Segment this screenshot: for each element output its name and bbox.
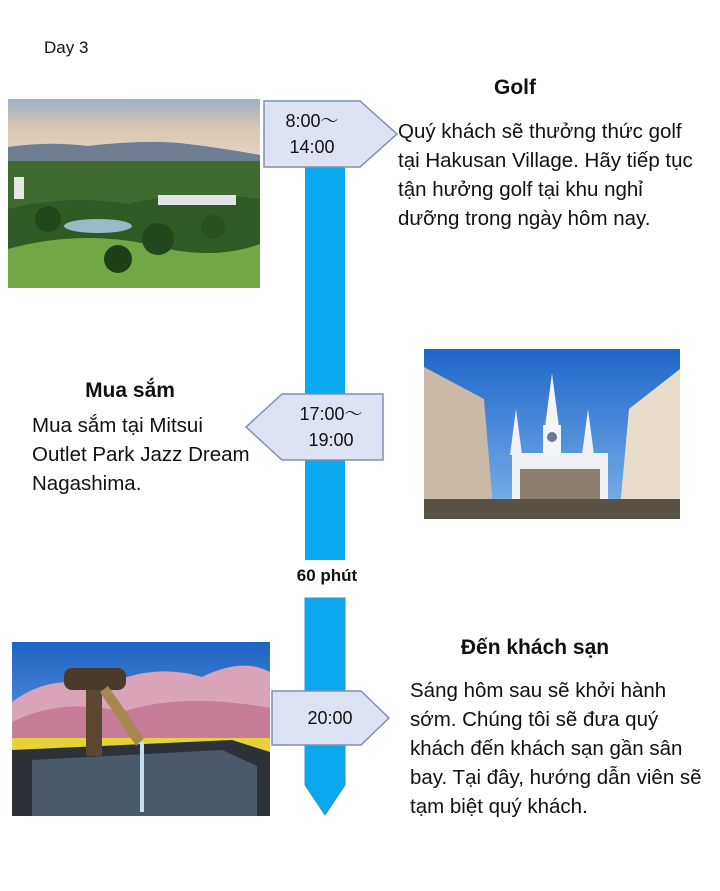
shopping-time-tag — [244, 393, 384, 461]
golf-time-start: 8:00～ — [285, 111, 339, 131]
hotel-time: 20:00 — [307, 708, 353, 728]
shopping-description: Mua sắm tại Mitsui Outlet Park Jazz Dream Nagashima. — [32, 414, 250, 495]
outlet-mall-photo — [424, 349, 680, 519]
shopping-time-start: 17:00～ — [299, 404, 363, 424]
hot-spring-photo — [12, 642, 270, 816]
hotel-title: Đến khách sạn — [460, 636, 610, 659]
golf-course-photo — [8, 99, 260, 288]
hotel-description: Sáng hôm sau sẽ khởi hành sớm. Chúng tôi sẽ đưa quý khách đến khách sạn gần sân bay. Tại đây, hướng dẫn viên sẽ tạm biệt quý khách. — [410, 679, 702, 818]
hotel-time-tag — [271, 690, 391, 746]
golf-description: Quý khách sẽ thưởng thức golf tại Hakusan Village. Hãy tiếp tục tận hưởng golf tại khu nghỉ dưỡng trong ngày hôm nay. — [398, 120, 693, 230]
shopping-title: Mua sắm — [85, 379, 175, 402]
golf-time-end: 14:00 — [289, 137, 335, 157]
golf-title: Golf — [494, 76, 536, 99]
day-label: Day 3 — [44, 38, 89, 57]
shopping-time-end: 19:00 — [308, 430, 354, 450]
travel-time-label: 60 phút — [296, 566, 358, 585]
golf-time-tag — [263, 100, 399, 168]
